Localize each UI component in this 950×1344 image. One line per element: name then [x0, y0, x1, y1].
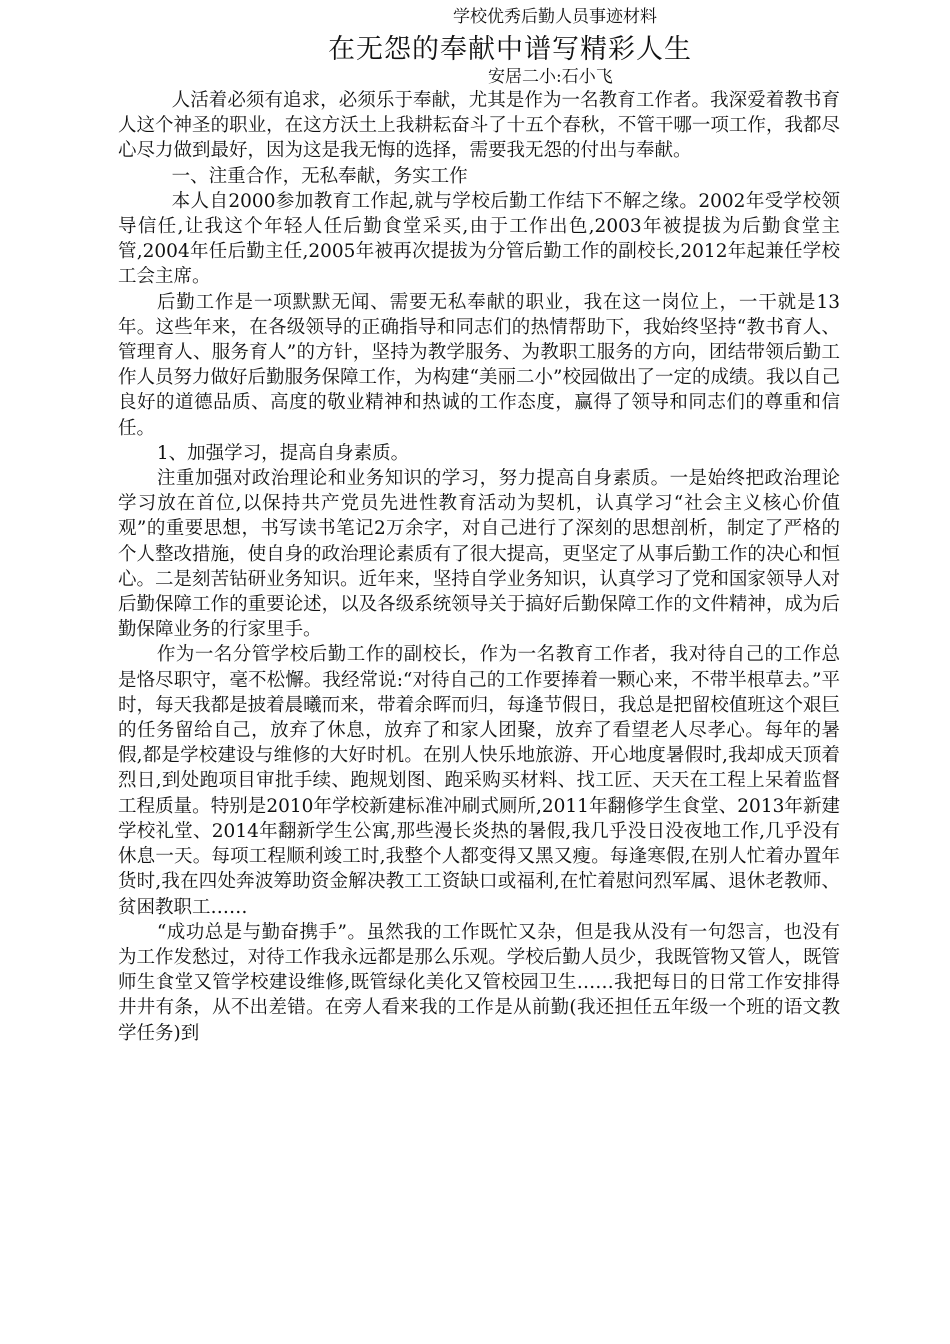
document-header: 学校优秀后勤人员事迹材料: [453, 7, 657, 27]
paragraph-diligence: “成功总是与勤奋携手”。虽然我的工作既忙又杂，但是我从没有一句怨言，也没有为工作发愁过，对待工作我永远都是那么乐观。学校后勤人员少，我既管物又管人，既管师生食堂又管学校建设维修,既管绿化美化又管校园卫生……我把每日的日常工作安排得井井有条，从不出差错。在旁人看来我的工作是从前勤(我还担任五年级一个班的语文教学任务)到: [118, 921, 840, 1044]
paragraph-career: 本人自2000参加教育工作起,就与学校后勤工作结下不解之缘。2002年受学校领导信任,让我这个年轻人任后勤食堂采买,由于工作出色,2003年被提拔为后勤食堂主管,2004年任后勤主任,2005年被再次提拔为分管后勤工作的副校长,2012年起兼任学校工会主席。: [118, 190, 840, 288]
paragraph-service: 后勤工作是一项默默无闻、需要无私奉献的职业，我在这一岗位上，一干就是13年。这些年来，在各级领导的正确指导和同志们的热情帮助下，我始终坚持“教书育人、管理育人、服务育人”的方针，坚持为教学服务、为教职工服务的方向，团结带领后勤工作人员努力做好后勤服务保障工作，为构建“美丽二小”校园做出了一定的成绩。我以自己良好的道德品质、高度的敬业精神和热诚的工作态度，赢得了领导和同志们的尊重和信任。: [118, 291, 840, 439]
paragraph-dedication: 作为一名分管学校后勤工作的副校长，作为一名教育工作者，我对待自己的工作总是恪尽职守，毫不松懈。我经常说:“对待自己的工作要捧着一颗心来，不带半根草去。”平时，每天我都是披着晨曦而来，带着余晖而归，每逢节假日，我总是把留校值班这个艰巨的任务留给自己，放弃了休息，放弃了和家人团聚，放弃了看望老人尽孝心。每年的暑假,都是学校建设与维修的大好时机。在别人快乐地旅游、开心地度暑假时,我却成天顶着烈日,到处跑项目审批手续、跑规划图、跑采购买材料、找工匠、天天在工程上呆着监督工程质量。特别是2010年学校新建标准冲刷式厕所,2011年翻修学生食堂、2013年新建学校礼堂、2014年翻新学生公寓,那些漫长炎热的暑假,我几乎没日没夜地工作,几乎没有休息一天。每项工程顺利竣工时,我整个人都变得又黑又瘦。每逢寒假,在别人忙着办置年货时,我在四处奔波筹助资金解决教工工资缺口或福利,在忙着慰问烈军属、退休老教师、贫困教职工……: [118, 644, 840, 918]
paragraph-study: 注重加强对政治理论和业务知识的学习，努力提高自身素质。一是始终把政治理论学习放在首位,以保持共产党员先进性教育活动为契机，认真学习“社会主义核心价值观”的重要思想，书写读书笔记2万余字，对自己进行了深刻的思想剖析，制定了严格的个人整改措施，使自身的政治理论素质有了很大提高，更坚定了从事后勤工作的决心和恒心。二是刻苦钻研业务知识。近年来，坚持自学业务知识，认真学习了党和国家领导人对后勤保障工作的重要论述，以及各级系统领导关于搞好后勤保障工作的文件精神，成为后勤保障业务的行家里手。: [118, 468, 840, 641]
section-heading-1: 一、注重合作，无私奉献，务实工作: [171, 165, 468, 187]
document-author: 安居二小:石小飞: [488, 67, 613, 87]
subsection-heading-1: 1、加强学习，提高自身素质。: [156, 442, 410, 464]
document-body: [118, 88, 840, 1046]
document-title: 在无怨的奉献中谱写精彩人生: [328, 34, 692, 65]
paragraph-intro: 人活着必须有追求，必须乐于奉献，尤其是作为一名教育工作者。我深爱着教书育人这个神圣的职业，在这方沃土上我耕耘奋斗了十五个春秋，不管干哪一项工作，我都尽心尽力做到最好，因为这是我无悔的选择，需要我无怨的付出与奉献。: [118, 90, 840, 162]
